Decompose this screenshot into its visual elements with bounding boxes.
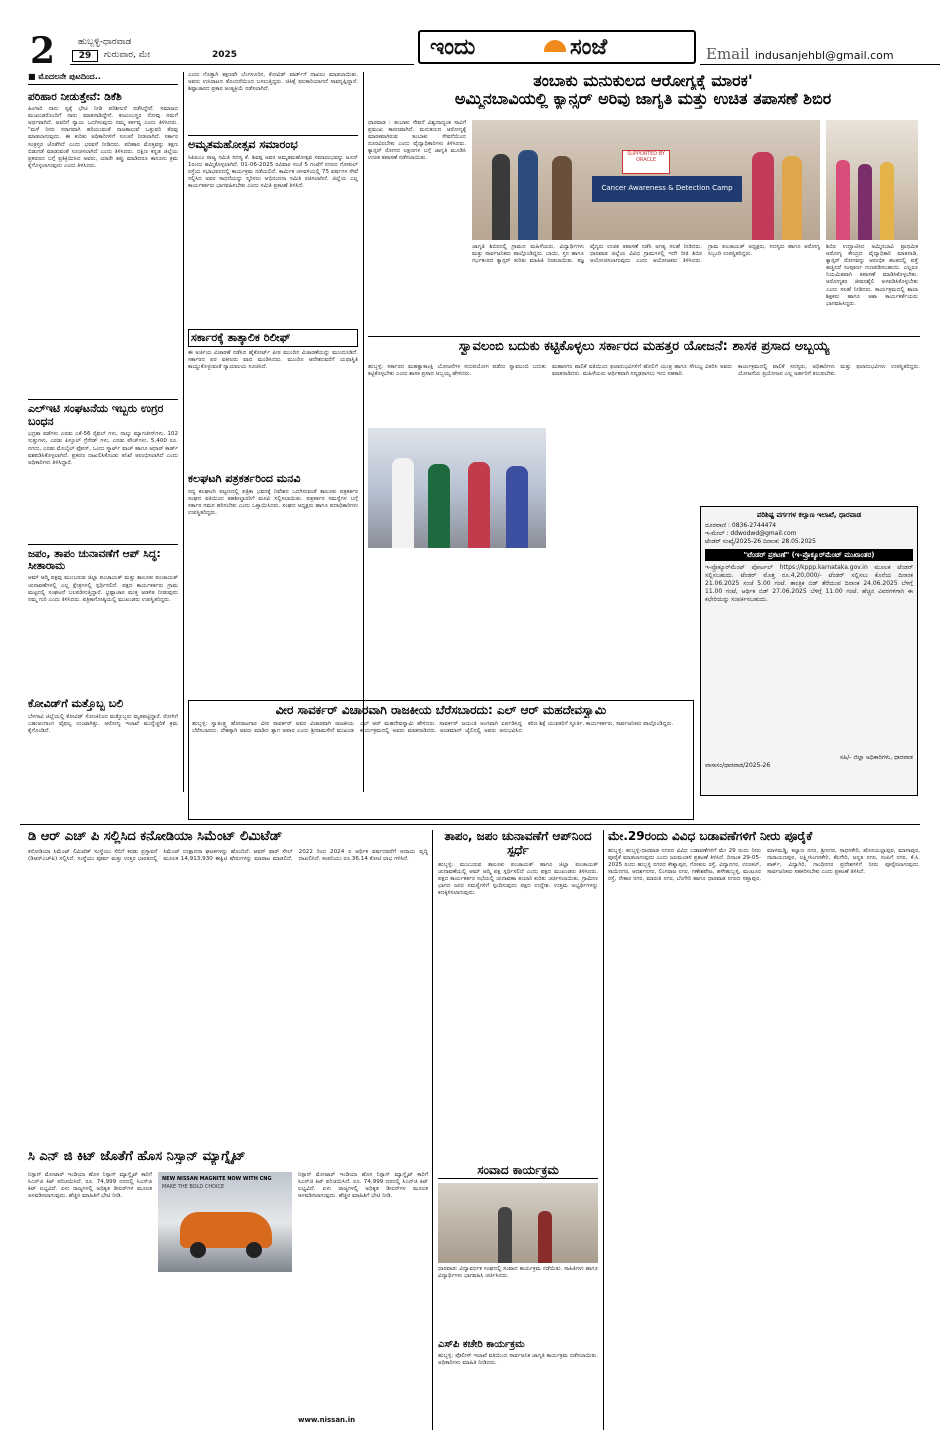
photo-person — [782, 156, 802, 240]
second-column — [188, 72, 358, 792]
nissan-story — [28, 1150, 428, 1440]
cement-story — [28, 830, 428, 1140]
aap-headline: ತಾಪಂ, ಜಪಂ ಚುನಾವಣೆಗೆ ಆಪ್‌ನಿಂದ ಸ್ಪರ್ಧೆ — [444, 830, 592, 857]
masthead-rule-right — [700, 64, 940, 65]
lead-photo — [472, 120, 820, 240]
headline-kalaghatagi: ಕಲಘಟಗಿ ಪತ್ರಕರ್ತರಿಂದ ಮನವಿ — [188, 473, 301, 486]
savarkar-story — [188, 700, 694, 820]
lead-headline-line1: ತಂಬಾಕು ಮನುಕುಲದ ಆರೋಗ್ಯಕ್ಕೆ ಮಾರಕ' — [533, 72, 753, 90]
logo-left-text: ಇಂದು — [430, 35, 476, 60]
wheel-icon — [246, 1242, 262, 1258]
left-column — [28, 72, 178, 792]
swavalambi-body-right: ಕಾರ್ಯಕ್ರಮದಲ್ಲಿ ಪಾಲಿಕೆ ಸದಸ್ಯರು, ಅಧಿಕಾರಿಗಳು ಮತ್ತು ಫಲಾನುಭವಿಗಳು ಉಪಸ್ಥಿತರಿದ್ದರು. ಯೋಜನೆಯ ಪ್ರಯೋಜನ ಎಲ್ಲ ಅರ್ಹರಿಗೆ ತಲುಪಬೇಕು. — [738, 364, 920, 378]
lead-story — [368, 72, 918, 334]
lead-body-right: ಶಿಬಿರ ಉದ್ಘಾಟಿಸಿದ ಅಮ್ಮಿನಬಾವಿ ಪ್ರಾಥಮಿಕ ಆರೋಗ್ಯ ಕೇಂದ್ರದ ವೈದ್ಯಾಧಿಕಾರಿ ಮಾತನಾಡಿ, ಕ್ಯಾನ್ಸರ್ ರೋಗವನ್ನು ಆರಂಭಿಕ ಹಂತದಲ್ಲಿ ಪತ್ತೆ ಹಚ್ಚಿದರೆ ಸಂಪೂರ್ಣ ಗುಣಪಡಿಸಬಹುದು. ಎಲ್ಲರೂ ನಿಯಮಿತವಾಗಿ ತಪಾಸಣೆ ಮಾಡಿಸಿಕೊಳ್ಳಬೇಕು. ಆರೋಗ್ಯಕರ ಜೀವನಶೈಲಿ ಅಳವಡಿಸಿಕೊಳ್ಳಬೇಕು ಎಂದು ಸಲಹೆ ನೀಡಿದರು. ಕಾರ್ಯಕ್ರಮದಲ್ಲಿ ಶಾಲಾ ಶಿಕ್ಷಕರು ಹಾಗೂ ಆಶಾ ಕಾರ್ಯಕರ್ತೆಯರು ಭಾಗವಹಿಸಿದ್ದರು. — [826, 244, 918, 307]
headline-aap-zp: ಜಪಂ, ತಾಪಂ ಚುನಾವಣೆಗೆ ಆಪ್ ಸಿದ್ಧ: ಸೀತಾರಾಮ — [28, 548, 161, 573]
photo-person — [752, 152, 774, 240]
photo-person — [880, 162, 894, 240]
photo-person — [392, 458, 414, 548]
paper-logo — [418, 30, 696, 64]
lead-headline-line2: ಅಮ್ಮಿನಬಾವಿಯಲ್ಲಿ ಕ್ಯಾನ್ಸರ್ ಅರಿವು ಜಾಗೃತಿ ಮತ್ತು ಉಚಿತ ತಪಾಸಣೆ ಶಿಬಿರ — [454, 90, 832, 109]
photo-person — [428, 464, 450, 548]
headline-amrutha: ಅಮೃತಮಹೋತ್ಸವ ಸಮಾರಂಭ — [188, 139, 298, 151]
date-day: 29 — [72, 50, 98, 62]
lead-body-bottom: ಜಾಗೃತಿ ಶಿಬಿರದಲ್ಲಿ ಗ್ರಾಮದ ಮಹಿಳೆಯರು, ವಿದ್ಯಾರ್ಥಿಗಳು ಮತ್ತು ಸಾರ್ವಜನಿಕರು ಪಾಲ್ಗೊಂಡಿದ್ದರು. ಬಾಯಿ, ಸ್ತನ ಹಾಗೂ ಗರ್ಭಕಂಠದ ಕ್ಯಾನ್ಸರ್ ಕುರಿತು ಮಾಹಿತಿ ನೀಡಲಾಯಿತು. ತಜ್ಞ ವೈದ್ಯರು ಉಚಿತ ತಪಾಸಣೆ ನಡೆಸಿ ಅಗತ್ಯ ಸಲಹೆ ನೀಡಿದರು. ಧಾರವಾಡ ಜಿಲ್ಲೆಯ ವಿವಿಧ ಗ್ರಾಮಗಳಲ್ಲಿ ಇದೇ ರೀತಿ ಶಿಬಿರ ಆಯೋಜಿಸಲಾಗುವುದು ಎಂದು ಆಯೋಜಕರು ತಿಳಿಸಿದರು. ಗ್ರಾಮ ಪಂಚಾಯತ್ ಅಧ್ಯಕ್ಷರು, ಸದಸ್ಯರು ಹಾಗೂ ಆರೋಗ್ಯ ಸಿಬ್ಬಂದಿ ಉಪಸ್ಥಿತರಿದ್ದರು. — [472, 244, 820, 265]
article-body-let: ಭದ್ರತಾ ಪಡೆಗಳು ಎರಡು ಎಕೆ-56 ರೈಫಲ್ ಗಳು, ನಾಲ್ಕು ಮ್ಯಾಗಜೀನ್‌ಗಳು, 102 ಸುತ್ತುಗಳು, ಎರಡು ಪಿಸ್ತೂಲ್ ಗ್ರೆನೇಡ್ ಗಳು, ಎರಡು ಪೌಚ್‌ಗಳು, 5,400 ರೂ. ನಗದು, ಎರಡು ಮೊಬೈಲ್ ಫೋನ್, ಒಂದು ಸ್ಮಾರ್ಟ್ ವಾಚ್ ಹಾಗೂ ಆಧಾರ್ ಕಾರ್ಡ್ ವಶಪಡಿಸಿಕೊಳ್ಳಲಾಗಿದೆ. ಪ್ರಕರಣ ದಾಖಲಿಸಿಕೊಂಡು ತನಿಖೆ ಆರಂಭಿಸಲಾಗಿದೆ ಎಂದು ಅಧಿಕಾರಿಗಳು ತಿಳಿಸಿದ್ದಾರೆ. — [28, 431, 178, 466]
photo-person — [858, 164, 872, 240]
aap-story — [438, 830, 598, 1160]
swavalambi-body-left: ಹುಬ್ಬಳ್ಳಿ: ಸರ್ಕಾರದ ಮಹತ್ವಾಕಾಂಕ್ಷಿ ಯೋಜನೆಗಳ ಸದುಪಯೋಗ ಪಡೆದು ಸ್ವಾವಲಂಬಿ ಬದುಕು ಕಟ್ಟಿಕೊಳ್ಳಬೇಕು ಎಂದು ಶಾಸಕ ಪ್ರಸಾದ ಅಬ್ಬಯ್ಯ ಹೇಳಿದರು. — [368, 364, 546, 378]
tender-email: ಇ-ಮೇಲ್ : ddwodwd@gmail.com — [705, 530, 797, 538]
samvada-body: ಧಾರವಾಡ: ವಿದ್ಯಾವರ್ಧಕ ಸಂಘದಲ್ಲಿ ಸಂವಾದ ಕಾರ್ಯಕ್ರಮ ನಡೆಯಿತು. ಸಾಹಿತಿಗಳು ಹಾಗೂ ವಿದ್ಯಾರ್ಥಿಗಳು ಭಾಗವಹಿಸಿ ಚರ್ಚಿಸಿದರು. — [438, 1265, 598, 1279]
water-supply-story — [608, 830, 920, 1440]
column-rule — [183, 72, 184, 792]
article-body-kalaghatagi: ಸದ್ಯ ಕಲಘಟಗಿ ಪಟ್ಟಣದಲ್ಲಿ ಪತ್ರಿಕಾ ಭವನಕ್ಕೆ ನಿವೇಶನ ಒದಗಿಸುವಂತೆ ತಾಲೂಕು ಪತ್ರಕರ್ತರ ಸಂಘದ ವತಿಯಿಂದ ತಹಶೀಲ್ದಾರರಿಗೆ ಮನವಿ ಸಲ್ಲಿಸಲಾಯಿತು. ಪತ್ರಕರ್ತರ ಸಮಸ್ಯೆಗಳ ಬಗ್ಗೆ ಸರ್ಕಾರ ಗಮನ ಹರಿಸಬೇಕು ಎಂದು ಒತ್ತಾಯಿಸಿದರು. ಸಂಘದ ಅಧ್ಯಕ್ಷರು ಹಾಗೂ ಪದಾಧಿಕಾರಿಗಳು ಉಪಸ್ಥಿತರಿದ್ದರು. — [188, 488, 358, 517]
savarkar-body: ಹುಬ್ಬಳ್ಳಿ: ಸ್ವಾತಂತ್ರ್ಯ ಹೋರಾಟಗಾರ ವೀರ ಸಾವರ್ಕರ್ ಅವರ ವಿಚಾರವಾಗಿ ರಾಜಕೀಯ ಬೆರೆಸಬಾರದು. ದೇಶಕ್ಕಾಗಿ ಅವರು ಮಾಡಿದ ತ್ಯಾಗ ಅಪಾರ ಎಂದು ಶ್ರೀರಾಮಸೇನೆ ಮುಖಂಡ ಎಲ್ ಆರ್ ಮಹದೇವಸ್ವಾಮಿ ಹೇಳಿದರು. ಸಾವರ್ಕರ್ ಜಯಂತಿ ಅಂಗವಾಗಿ ಏರ್ಪಡಿಸಿದ್ದ ಕಾರ್ಯಕ್ರಮದಲ್ಲಿ ಅವರು ಮಾತನಾಡಿದರು. ಅಂಡಮಾನ್ ಜೈಲಿನಲ್ಲಿ ಅವರು ಅನುಭವಿಸಿದ ಕಠಿಣ ಶಿಕ್ಷೆ ಯುವಕರಿಗೆ ಸ್ಫೂರ್ತಿ. ಕಾರ್ಯಕರ್ತರು, ಸಾರ್ವಜನಿಕರು ಪಾಲ್ಗೊಂಡಿದ್ದರು. — [192, 720, 674, 734]
tender-ref: ವಾಸಾಸಂ/ಧಾರವಾಡ/2025-26 — [705, 762, 771, 770]
cement-body: ಕನೋಡಿಯಾ ಸಿಮೆಂಟ್ ಲಿಮಿಟೆಡ್ ಸಂಸ್ಥೆಯು ಸೆಬಿಗೆ ಕರಡು ಪ್ರಸ್ತಾವನೆ (ಡಿಆರ್‌ಎಚ್‌ಪಿ) ಸಲ್ಲಿಸಿದೆ. ಸಂಸ್ಥೆಯು ಪೂರ್ವ ಮತ್ತು ಉತ್ತರ ಭಾರತದಲ್ಲಿ ಸಿಮೆಂಟ್ ಉತ್ಪಾದನಾ ಘಟಕಗಳನ್ನು ಹೊಂದಿದೆ. ಆಫರ್ ಫಾರ್ ಸೇಲ್ ಮೂಲಕ 14,913,930 ಈಕ್ವಿಟಿ ಷೇರುಗಳನ್ನು ಮಾರಾಟ ಮಾಡಲಿದೆ. 2022 ರಿಂದ 2024 ರ ಆರ್ಥಿಕ ವರ್ಷದವರೆಗೆ ಆದಾಯ ವೃದ್ಧಿ ದಾಖಲಿಸಿದೆ. ಕಂಪನಿಯು ರೂ.36.14 ಕೋಟಿ ಲಾಭ ಗಳಿಸಿದೆ. — [28, 848, 428, 863]
nissan-body-right: ನಿಸ್ಸಾನ್ ಮೋಟಾರ್ ಇಂಡಿಯಾ ಹೊಸ ನಿಸ್ಸಾನ್ ಮ್ಯಾಗ್ನೈಟ್ ಕಾರಿಗೆ ಸಿಎನ್‌ಜಿ ಕಿಟ್ ಪರಿಚಯಿಸಿದೆ. ರೂ. 74,999 ದರದಲ್ಲಿ ಸಿಎನ್‌ಜಿ ಕಿಟ್ ಲಭ್ಯವಿದೆ. ಏಳು ರಾಜ್ಯಗಳಲ್ಲಿ ಅಧಿಕೃತ ಡೀಲರ್‌ಗಳ ಮೂಲಕ ಅಳವಡಿಸಲಾಗುವುದು. ಹೆಚ್ಚಿನ ಮಾಹಿತಿಗೆ ಭೇಟಿ ನೀಡಿ. — [298, 1172, 428, 1200]
tender-notice — [700, 506, 918, 796]
swavalambi-body-mid: ಮಹಾನಗರ ಪಾಲಿಕೆ ವತಿಯಿಂದ ಫಲಾನುಭವಿಗಳಿಗೆ ಹೊಲಿಗೆ ಯಂತ್ರ ಹಾಗೂ ಸೌಲಭ್ಯ ವಿತರಿಸಿ ಅವರು ಮಾತನಾಡಿದರು. ಮಹಿಳೆಯರು ಆರ್ಥಿಕವಾಗಿ ಸದೃಢರಾಗಲು ಇದು ಸಹಕಾರಿ. — [552, 364, 732, 378]
photo-person — [836, 160, 850, 240]
tender-phone: ದೂರವಾಣಿ : 0836-2744474 — [705, 522, 777, 530]
tender-label: "ಟೆಂಡರ್ ಪ್ರಕಟಣೆ" (ಇ-ಪ್ರೊಕ್ಯೂರ್‌ಮೆಂಟ್ ಮುಖಾಂತರ) — [705, 549, 913, 561]
masthead-rule-left — [70, 64, 414, 65]
article-body-covid-cont: ಎಂದು ಗೊತ್ತಾಗಿ ತಕ್ಷಣವೇ ಬೆಂಗಳೂರಿನ, ಕೋವಿಡ್ ವಾರ್ಡ್‌ಗೆ ದಾಖಲು ಮಾಡಲಾಯಿತು. ಅವರು ಉಸಿರಾಟದ ತೊಂದರೆಯಿಂದ ಬಳಲುತ್ತಿದ್ದರು. ಚಿಕಿತ್ಸೆ ಫಲಕಾರಿಯಾಗದೆ ಸಾವನ್ನಪ್ಪಿದ್ದಾರೆ. ಶಿಷ್ಟಾಚಾರದ ಪ್ರಕಾರ ಅಂತ್ಯಕ್ರಿಯೆ ನಡೆಸಲಾಗಿದೆ. — [188, 72, 358, 93]
ad-line1: NEW NISSAN MAGNITE NOW WITH CNG — [162, 1176, 272, 1182]
sp-body: ಹುಬ್ಬಳ್ಳಿ: ಪೊಲೀಸ್ ಇಲಾಖೆ ವತಿಯಿಂದ ಸಾರ್ವಜನಿಕ ಜಾಗೃತಿ ಕಾರ್ಯಕ್ರಮ ನಡೆಸಲಾಯಿತು. ಅಧಿಕಾರಿಗಳು ಮಾಹಿತಿ ನೀಡಿದರು. — [438, 1353, 598, 1367]
savarkar-headline: ವೀರ ಸಾವರ್ಕರ್ ವಿಚಾರವಾಗಿ ರಾಜಕೀಯ ಬೆರೆಸಬಾರದು: ಎಲ್ ಆರ್ ಮಹದೇವಸ್ವಾಮಿ — [275, 704, 607, 717]
logo-sun-icon — [544, 40, 566, 52]
photo-person — [552, 156, 572, 240]
divider — [368, 336, 920, 337]
divider — [188, 135, 358, 136]
edition-label: ಹುಬ್ಬಳ್ಳಿ-ಧಾರವಾಡ — [78, 37, 132, 47]
article-body-covid: ಬೆಳಗಾವಿ ಜಿಲ್ಲೆಯಲ್ಲಿ ಕೋವಿಡ್ ಸೋಂಕಿನಿಂದ ಮತ್ತೊಬ್ಬರು ಮೃತಪಟ್ಟಿದ್ದಾರೆ. ರೋಗಿಗೆ ಬಹುಅಂಗಾಂಗ ವೈಫಲ್ಯ ಉಂಟಾಗಿತ್ತು. ಆರೋಗ್ಯ ಇಲಾಖೆ ಮುನ್ನೆಚ್ಚರಿಕೆ ಕ್ರಮ ಕೈಗೊಂಡಿದೆ. — [28, 714, 178, 735]
wheel-icon — [190, 1242, 206, 1258]
samvada-headline: ಸಂವಾದ ಕಾರ್ಯಕ್ರಮ — [438, 1164, 598, 1179]
section-kicker: ■ ಮೊದಲನೇ ಪುಟದಿಂದ.. — [28, 72, 178, 85]
article-body-dkshi: ಹಿಂಗಾರಿ ನಾನು ಸ್ವಕ್ಕೆ ಭೇಟಿ ನೀಡಿ ಪರಿಶೀಲನೆ ನಡೆಸಿದ್ದೇನೆ. ಸಮಾಜದ ಮುಖಂಡರೊಂದಿಗೆ ನಾನು ಮಾತನಾಡಿದ್ದೇನೆ. ಕುಟುಂಬಸ್ಥರ ನೋವು ನಮಗೆ ಅರ್ಥವಾಗಿದೆ. ಅವರಿಗೆ ನ್ಯಾಯ ಒದಗಿಸುವುದು ನಮ್ಮ ಕರ್ತವ್ಯ ಎಂದು ತಿಳಿಸಿದರು. "ಮಳೆ ನೀರು ಸರಾಗವಾಗಿ ಹರಿಯುವಂತೆ ರಾಜಕಾಲುವೆ ಒತ್ತುವರಿ ತೆರವು ಮಾಡಲಾಗುವುದು. ಈ ಕುರಿತು ಅಧಿಕಾರಿಗಳಿಗೆ ಸೂಚನೆ ನೀಡಲಾಗಿದೆ. ಸರ್ಕಾರ ಸಂತ್ರಸ್ತರ ಜೊತೆಗಿದೆ ಎಂದು ಭರವಸೆ ನೀಡಿದರು. ಪರಿಹಾರ ಮೊತ್ತವನ್ನು ತಕ್ಷಣ ಬಿಡುಗಡೆ ಮಾಡುವಂತೆ ಸೂಚಿಸಲಾಗಿದೆ ಎಂದು ತಿಳಿಸಿದರು. ದಕ್ಷಿಣ ಕನ್ನಡ ಜಿಲ್ಲೆಯ ಪ್ರಕರಣದ ಬಗ್ಗೆ ಪ್ರತಿಕ್ರಿಯಿಸಿದ ಅವರು, ಯಾರೇ ತಪ್ಪು ಮಾಡಿದರೂ ಕಾನೂನು ಕ್ರಮ ಕೈಗೊಳ್ಳಲಾಗುವುದು ಎಂದು ತಿಳಿಸಿದರು. — [28, 106, 178, 169]
article-body-aap-zp: ಆಮ್ ಆದ್ಮಿ ಪಕ್ಷವು ಮುಂಬರುವ ಜಿಲ್ಲಾ ಪಂಚಾಯತ್ ಮತ್ತು ತಾಲೂಕು ಪಂಚಾಯತ್ ಚುನಾವಣೆಗಳಲ್ಲಿ ಎಲ್ಲ ಕ್ಷೇತ್ರಗಳಲ್ಲಿ ಸ್ಪರ್ಧಿಸಲಿದೆ. ಪಕ್ಷದ ಕಾರ್ಯಕರ್ತರು ಗ್ರಾಮ ಮಟ್ಟದಲ್ಲಿ ಸಂಘಟನೆ ಬಲಪಡಿಸುತ್ತಿದ್ದಾರೆ. ಭ್ರಷ್ಟಾಚಾರ ಮುಕ್ತ ಆಡಳಿತ ನೀಡುವುದು ನಮ್ಮ ಗುರಿ ಎಂದು ತಿಳಿಸಿದರು. ಪತ್ರಿಕಾಗೋಷ್ಠಿಯಲ್ಲಿ ಮುಖಂಡರು ಉಪಸ್ಥಿತರಿದ್ದರು. — [28, 575, 178, 603]
nissan-body-left: ನಿಸ್ಸಾನ್ ಮೋಟಾರ್ ಇಂಡಿಯಾ ಹೊಸ ನಿಸ್ಸಾನ್ ಮ್ಯಾಗ್ನೈಟ್ ಕಾರಿಗೆ ಸಿಎನ್‌ಜಿ ಕಿಟ್ ಪರಿಚಯಿಸಿದೆ. ರೂ. 74,999 ದರದಲ್ಲಿ ಸಿಎನ್‌ಜಿ ಕಿಟ್ ಲಭ್ಯವಿದೆ. ಏಳು ರಾಜ್ಯಗಳಲ್ಲಿ ಅಧಿಕೃತ ಡೀಲರ್‌ಗಳ ಮೂಲಕ ಅಳವಡಿಸಲಾಗುವುದು. ಹೆಚ್ಚಿನ ಮಾಹಿತಿಗೆ ಭೇಟಿ ನೀಡಿ. — [28, 1172, 152, 1200]
article-body-amrutha: ಸಿಪಿಐಎಂ ರಾಜ್ಯ ಸಮಿತಿ ಸದಸ್ಯ ಕೆ. ಶಿವಪ್ಪ ಅವರ ಅಮೃತಮಹೋತ್ಸವ ಸಮಾರಂಭವನ್ನು ಜೂನ್ 1ರಂದು ಹಮ್ಮಿಕೊಳ್ಳಲಾಗಿದೆ. 01-06-2025 ರವಿವಾರ ಸಂಜೆ 5 ಗಂಟೆಗೆ ನಗರದ ಗೋಕುಲ್ ರಸ್ತೆಯ ಸಭಾಭವನದಲ್ಲಿ ಕಾರ್ಯಕ್ರಮ ನಡೆಯಲಿದೆ. ಕಾರ್ಮಿಕ ಚಳವಳಿಯಲ್ಲಿ 75 ವರ್ಷಗಳ ಸೇವೆ ಸಲ್ಲಿಸಿದ ಅವರ ಸಾಧನೆಯನ್ನು ಸ್ಮರಿಸಲು ಅಭಿನಂದನಾ ಸಮಿತಿ ರಚಿಸಲಾಗಿದೆ. ಜಿಲ್ಲೆಯ ಎಲ್ಲ ಕಾರ್ಯಕರ್ತರು ಭಾಗವಹಿಸಬೇಕು ಎಂದು ಸಮಿತಿ ಪ್ರಕಟಣೆ ತಿಳಿಸಿದೆ. — [188, 154, 358, 190]
masthead — [0, 0, 945, 72]
headline-covid: ಕೋವಿಡ್‌ಗೆ ಮತ್ತೊಬ್ಬ ಬಲಿ — [28, 698, 124, 711]
swavalambi-headline: ಸ್ವಾವಲಂಬಿ ಬದುಕು ಕಟ್ಟಿಕೊಳ್ಳಲು ಸರ್ಕಾರದ ಮಹತ್ತರ ಯೋಜನೆ: ಶಾಸಕ ಪ್ರಸಾದ ಅಬ್ಬಯ್ಯ — [458, 340, 830, 354]
water-headline: ಮೇ.29ರಂದು ವಿವಿಧ ಬಡಾವಣೆಗಳಿಗೆ ನೀರು ಪೂರೈಕೆ — [608, 830, 813, 843]
sp-headline: ಎಸ್‌ಪಿ ಕಚೇರಿ ಕಾರ್ಯಕ್ರಮ — [438, 1338, 525, 1350]
photo-person — [506, 466, 528, 548]
photo-person — [538, 1211, 552, 1263]
divider — [28, 399, 178, 400]
ad-line2: MAKE THE BOLD CHOICE — [162, 1184, 225, 1190]
tender-heading: ಪರಿಶಿಷ್ಟ ವರ್ಗಗಳ ಕಲ್ಯಾಣ ಇಲಾಖೆ, ಧಾರವಾಡ — [756, 511, 862, 519]
email-block — [706, 44, 941, 64]
column-rule — [603, 830, 604, 1430]
email-address: indusanjehbl@gmail.com — [754, 49, 894, 62]
photo-person — [468, 462, 490, 548]
tender-body: ಇ-ಪ್ರೊಕ್ಯೂರ್‌ಮೆಂಟ್ ಪೋರ್ಟಲ್ https://kppp.karnataka.gov.in ಮೂಲಕ ಟೆಂಡರ್ ಸಲ್ಲಿಸಬಹುದು. ಟೆಂಡರ್ ಮೊತ್ತ ರೂ.4,20,000/- ಟೆಂಡರ್ ಸಲ್ಲಿಸಲು ಕೊನೆಯ ದಿನಾಂಕ 21.06.2025 ಸಂಜೆ 5.00 ಗಂಟೆ. ತಾಂತ್ರಿಕ ಬಿಡ್ ತೆರೆಯುವ ದಿನಾಂಕ 24.06.2025 ಬೆಳಿಗ್ಗೆ 11.00 ಗಂಟೆ, ಆರ್ಥಿಕ ಬಿಡ್ 27.06.2025 ಬೆಳಿಗ್ಗೆ 11.00 ಗಂಟೆ. ಹೆಚ್ಚಿನ ವಿವರಗಳಿಗಾಗಿ ಈ ಕಛೇರಿಯನ್ನು ಸಂಪರ್ಕಿಸಬಹುದು. — [705, 564, 913, 604]
divider — [28, 544, 178, 545]
page-number: 2 — [30, 30, 56, 72]
headline-let: ಎಲ್‌ಇಟಿ ಸಂಘಟನೆಯ ಇಬ್ಬರು ಉಗ್ರರ ಬಂಧನ — [28, 403, 164, 428]
date-text: ಗುರುವಾರ, ಮೇ — [104, 50, 151, 60]
tender-signature: ಸಹಿ/- ಜಿಲ್ಲಾ ಅಧಿಕಾರಿಗಳು, ಧಾರವಾಡ — [839, 754, 913, 762]
logo-right-text: ಸಂಜೆ — [570, 35, 608, 60]
column-rule — [432, 830, 433, 1430]
photo-sponsor-badge: SUPPORTED BY ORACLE — [622, 150, 670, 174]
email-label: Email — [706, 45, 750, 63]
swavalambi-photo — [368, 428, 546, 548]
nissan-headline: ಸಿ ಎನ್ ಜಿ ಕಿಟ್ ಜೊತೆಗೆ ಹೊಸ ನಿಸ್ಸಾನ್ ಮ್ಯಾಗ್ನೈಟ್ — [28, 1150, 246, 1164]
photo-banner: Cancer Awareness & Detection Camp — [592, 176, 742, 202]
divider — [20, 824, 920, 825]
cement-headline: ಡಿ ಆರ್ ಎಚ್ ಪಿ ಸಲ್ಲಿಸಿದ ಕನೋಡಿಯಾ ಸಿಮೆಂಟ್ ಲಿಮಿಟೆಡ್ — [28, 830, 283, 844]
column-rule — [363, 72, 364, 792]
water-body: ಹುಬ್ಬಳ್ಳಿ: ಹುಬ್ಬಳ್ಳಿ-ಧಾರವಾಡ ನಗರದ ವಿವಿಧ ಬಡಾವಣೆಗಳಿಗೆ ಮೇ 29 ರಂದು ನೀರು ಪೂರೈಕೆ ಮಾಡಲಾಗುವುದು ಎಂದು ಜಲಮಂಡಳಿ ಪ್ರಕಟಣೆ ತಿಳಿಸಿದೆ. ದಿನಾಂಕ 29-05-2025 ರಂದು ಹುಬ್ಬಳ್ಳಿ ನಗರದ ಕೇಶ್ವಾಪುರ, ಗೋಕುಲ ರಸ್ತೆ, ವಿದ್ಯಾನಗರ, ಉಣಕಲ್, ಸಾಯಿನಗರ, ಆದರ್ಶನಗರ, ಲಿಂಗರಾಜ ನಗರ, ಗಣೇಶಪೇಟ, ಹಳೇಹುಬ್ಬಳ್ಳಿ, ಮಂಟೂರ ರಸ್ತೆ, ನೇಕಾರ ನಗರ, ಮಾರುತಿ ನಗರ, ಬೆಂಗೇರಿ ಹಾಗೂ ಧಾರವಾಡ ನಗರದ ಸಪ್ತಾಪುರ, ಮಾಳಮಡ್ಡಿ, ಕಲ್ಯಾಣ ನಗರ, ಶ್ರೀನಗರ, ಸಾಧನಕೇರಿ, ಹೊಸಯಲ್ಲಾಪುರ, ಮಾಳಾಪುರ, ನಾರಾಯಣಪುರ, ಲಕ್ಷ್ಮೀಸಿಂಗನಕೇರಿ, ಕೆಲಗೇರಿ, ಜನ್ನತ ನಗರ, ಸಂಪಿಗೆ ನಗರ, ಕೆ.ಸಿ. ಪಾರ್ಕ್, ವಿದ್ಯಾಗಿರಿ, ಗಾಂಧಿನಗರ ಪ್ರದೇಶಗಳಿಗೆ ನೀರು ಪೂರೈಸಲಾಗುವುದು. ಸಾರ್ವಜನಿಕರು ಸಹಕರಿಸಬೇಕು ಎಂದು ಪ್ರಕಟಣೆ ತಿಳಿಸಿದೆ. — [608, 847, 920, 883]
tender-dates: ಟೆಂಡರ್ ಸಂಖ್ಯೆ/2025-26 ದಿನಾಂಕ: 28.05.2025 — [705, 538, 816, 546]
nissan-link[interactable]: www.nissan.in — [298, 1416, 356, 1424]
photo-person — [518, 150, 538, 240]
date-year: 2025 — [212, 50, 238, 60]
lead-body-left: ಧಾರವಾಡ : ತಂಬಾಕು ಸೇವನೆ ವಿಶ್ವದಾದ್ಯಂತ ಸಾವಿಗೆ ಪ್ರಮುಖ ಕಾರಣವಾಗಿದೆ. ಮನುಕುಲದ ಆರೋಗ್ಯಕ್ಕೆ ಮಾರಕವಾಗಿರುವ ತಂಬಾಕು ಸೇವನೆಯಿಂದ ದೂರವಿರಬೇಕು ಎಂದು ವೈದ್ಯಾಧಿಕಾರಿಗಳು ತಿಳಿಸಿದರು. ಕ್ಯಾನ್ಸರ್ ರೋಗದ ಲಕ್ಷಣಗಳ ಬಗ್ಗೆ ಜಾಗೃತಿ ಮೂಡಿಸಿ ಉಚಿತ ತಪಾಸಣೆ ನಡೆಸಲಾಯಿತು. — [368, 120, 466, 162]
nissan-ad-image — [158, 1172, 292, 1272]
lead-photo-second — [826, 120, 918, 240]
aap-body: ಹುಬ್ಬಳ್ಳಿ: ಮುಂಬರುವ ತಾಲೂಕು ಪಂಚಾಯತ್ ಹಾಗೂ ಜಿಲ್ಲಾ ಪಂಚಾಯತ್ ಚುನಾವಣೆಯಲ್ಲಿ ಆಮ್ ಆದ್ಮಿ ಪಕ್ಷ ಸ್ಪರ್ಧಿಸಲಿದೆ ಎಂದು ಪಕ್ಷದ ಮುಖಂಡರು ತಿಳಿಸಿದರು. ಪಕ್ಷದ ಕಾರ್ಯಕರ್ತರ ಸಭೆಯಲ್ಲಿ ಚುನಾವಣಾ ತಯಾರಿ ಕುರಿತು ಚರ್ಚಿಸಲಾಯಿತು. ಗ್ರಾಮೀಣ ಭಾಗದ ಜನರ ಸಮಸ್ಯೆಗಳಿಗೆ ಸ್ಪಂದಿಸುವುದು ಪಕ್ಷದ ಉದ್ದೇಶ. ಉತ್ತಮ ಅಭ್ಯರ್ಥಿಗಳನ್ನು ಕಣಕ್ಕಿಳಿಸಲಾಗುವುದು. — [438, 861, 598, 896]
photo-person — [492, 154, 510, 240]
samvada-story — [438, 1164, 598, 1440]
article-body-relief: ಈ ಅರ್ಜಿಯ ವಿಚಾರಣೆ ನಡೆಸಿದ ಹೈಕೋರ್ಟ್ ಪೀಠ ಮುಂದಿನ ವಿಚಾರಣೆಯನ್ನು ಮುಂದೂಡಿದೆ. ಸರ್ಕಾರದ ಪರ ವಕೀಲರು ವಾದ ಮಂಡಿಸಿದರು. ಮುಂದಿನ ಆದೇಶದವರೆಗೆ ಯಥಾಸ್ಥಿತಿ ಕಾಯ್ದುಕೊಳ್ಳುವಂತೆ ನ್ಯಾಯಾಲಯ ಸೂಚಿಸಿದೆ. — [188, 350, 358, 371]
photo-person — [498, 1207, 512, 1263]
samvada-photo — [438, 1183, 598, 1263]
headline-relief: ಸರ್ಕಾರಕ್ಕೆ ತಾತ್ಕಾಲಿಕ ರಿಲೀಫ್ — [188, 329, 358, 348]
headline-dkshi: ಪರಿಹಾರ ನೀಡುತ್ತೇವೆ: ಡಿಕೆಶಿ — [28, 91, 122, 103]
